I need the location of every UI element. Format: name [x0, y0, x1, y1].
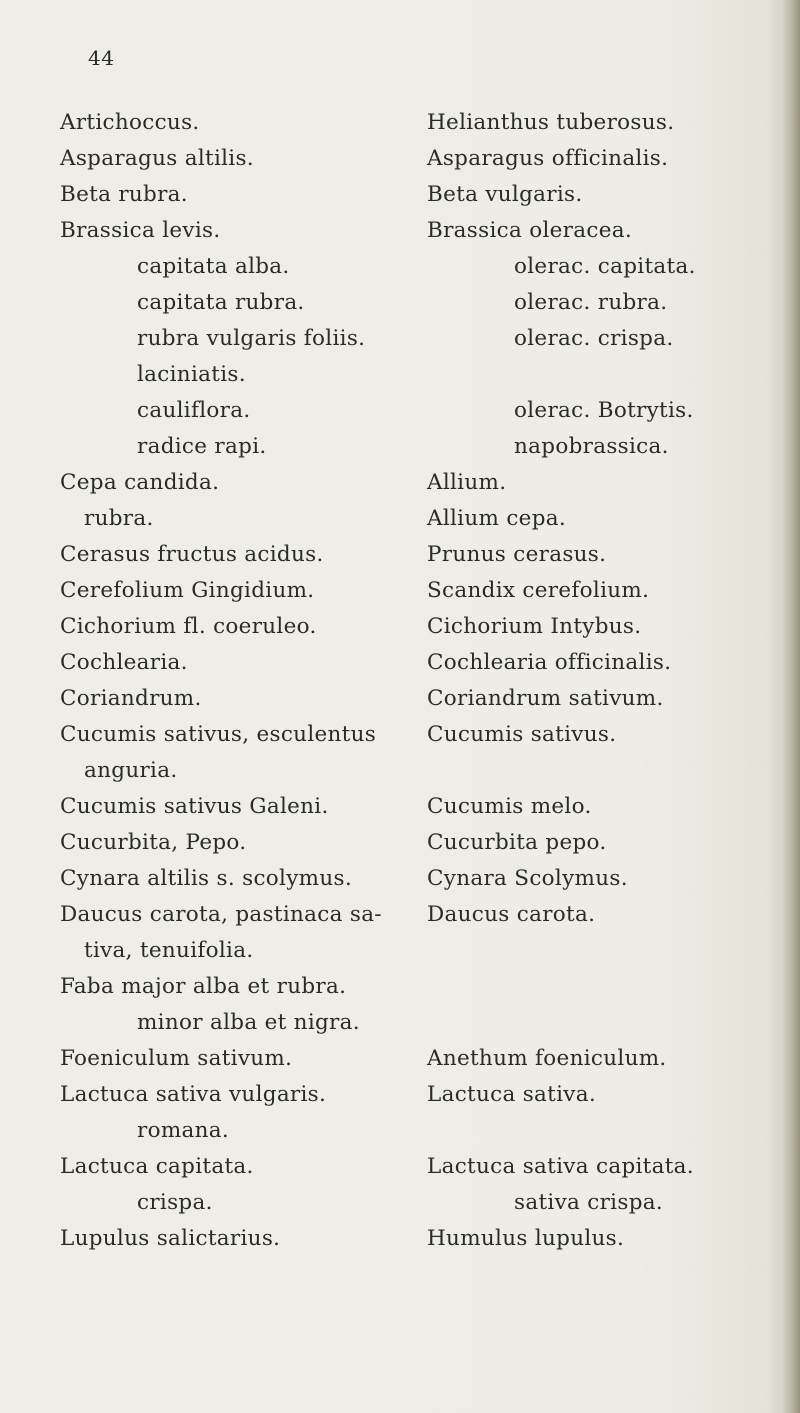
modern-name-entry: Coriandrum sativum. — [427, 686, 664, 711]
modern-name-entry: Lactuca sativa capitata. — [427, 1154, 694, 1179]
modern-name-entry: Cynara Scolymus. — [427, 866, 628, 891]
modern-name-entry: Cucurbita pepo. — [427, 830, 607, 855]
old-name-entry: cauliflora. — [137, 398, 251, 423]
modern-name-entry: sativa crispa. — [514, 1190, 664, 1215]
old-name-entry: romana. — [137, 1118, 230, 1143]
old-name-entry: capitata alba. — [137, 254, 290, 279]
modern-name-entry: Scandix cerefolium. — [427, 578, 650, 603]
modern-name-entry — [427, 1113, 772, 1149]
old-name-entry: minor alba et nigra. — [137, 1010, 360, 1035]
old-name-entry: Coriandrum. — [60, 686, 202, 711]
modern-name-entry: Cucumis melo. — [427, 794, 592, 819]
modern-name-entry — [427, 753, 772, 789]
old-name-entry: Cepa candida. — [60, 470, 220, 495]
old-name-entry: Daucus carota, pastinaca sa- — [60, 902, 382, 927]
page-number: 44 — [88, 46, 115, 70]
old-name-entry: Cerasus fructus acidus. — [60, 542, 324, 567]
modern-name-entry: Helianthus tuberosus. — [427, 110, 675, 135]
modern-name-entry: Prunus cerasus. — [427, 542, 607, 567]
old-names-column — [60, 105, 440, 1257]
old-name-entry: anguria. — [84, 758, 178, 783]
modern-name-entry: Allium. — [427, 470, 507, 495]
modern-name-entry: Cochlearia officinalis. — [427, 650, 672, 675]
modern-name-entry: Beta vulgaris. — [427, 182, 583, 207]
old-name-entry: Cucurbita, Pepo. — [60, 830, 247, 855]
old-name-entry: Faba major alba et rubra. — [60, 974, 347, 999]
old-name-entry: laciniatis. — [137, 362, 246, 387]
modern-name-entry: olerac. rubra. — [514, 290, 668, 315]
old-name-entry: rubra. — [84, 506, 154, 531]
modern-name-entry: napobrassica. — [514, 434, 669, 459]
old-name-entry: tiva, tenuifolia. — [84, 938, 254, 963]
old-name-entry: Cynara altilis s. scolymus. — [60, 866, 352, 891]
old-name-entry: Cucumis sativus, esculentus — [60, 722, 377, 747]
old-name-entry: Asparagus altilis. — [60, 146, 254, 171]
old-name-entry: Foeniculum sativum. — [60, 1046, 293, 1071]
modern-name-entry: olerac. crispa. — [514, 326, 674, 351]
modern-name-entry: Allium cepa. — [427, 506, 567, 531]
modern-name-entry: Lactuca sativa. — [427, 1082, 596, 1107]
old-name-entry: Beta rubra. — [60, 182, 188, 207]
modern-name-entry — [427, 933, 772, 969]
old-name-entry: rubra vulgaris foliis. — [137, 326, 366, 351]
old-name-entry: radice rapi. — [137, 434, 267, 459]
modern-name-entry — [427, 357, 772, 393]
old-name-entry: Brassica levis. — [60, 218, 221, 243]
old-name-entry: capitata rubra. — [137, 290, 305, 315]
modern-name-entry: olerac. Botrytis. — [514, 398, 694, 423]
old-name-entry: Lupulus salictarius. — [60, 1226, 281, 1251]
modern-name-entry: Brassica oleracea. — [427, 218, 632, 243]
old-name-entry: Lactuca sativa vulgaris. — [60, 1082, 327, 1107]
old-name-entry: Cichorium fl. coeruleo. — [60, 614, 317, 639]
old-name-entry: Cerefolium Gingidium. — [60, 578, 315, 603]
modern-name-entry: Daucus carota. — [427, 902, 596, 927]
modern-name-entry: Cucumis sativus. — [427, 722, 617, 747]
modern-name-entry: Cichorium Intybus. — [427, 614, 642, 639]
modern-name-entry — [427, 969, 772, 1005]
modern-name-entry: Asparagus officinalis. — [427, 146, 669, 171]
old-name-entry: Lactuca capitata. — [60, 1154, 254, 1179]
modern-names-column — [427, 105, 772, 1257]
page-edge-shadow — [782, 0, 800, 1413]
old-name-entry: Cochlearia. — [60, 650, 188, 675]
modern-name-entry: Anethum foeniculum. — [427, 1046, 667, 1071]
modern-name-entry — [427, 1005, 772, 1041]
old-name-entry: crispa. — [137, 1190, 213, 1215]
modern-name-entry: Humulus lupulus. — [427, 1226, 625, 1251]
old-name-entry: Cucumis sativus Galeni. — [60, 794, 329, 819]
old-name-entry: Artichoccus. — [60, 110, 200, 135]
modern-name-entry: olerac. capitata. — [514, 254, 696, 279]
